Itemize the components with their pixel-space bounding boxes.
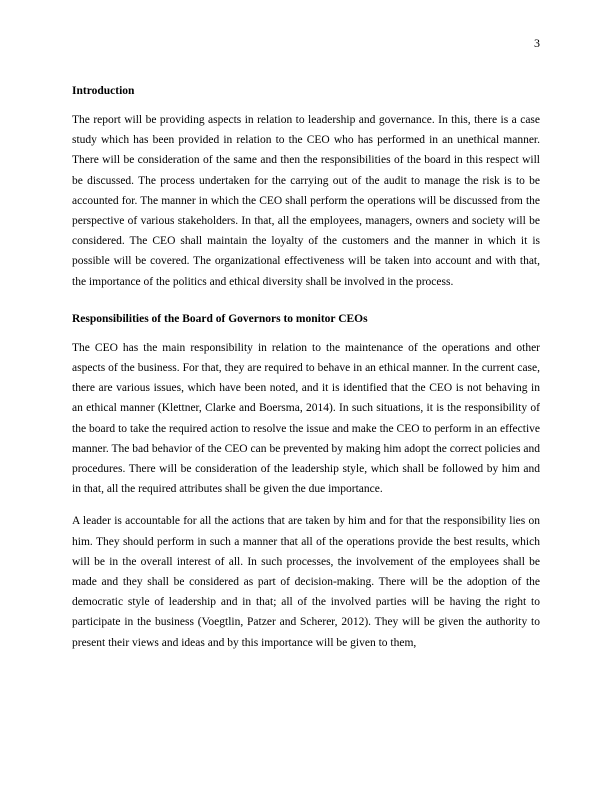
paragraph: The CEO has the main responsibility in relation to the maintenance of the operations and other aspects of the business. For that, they are required to behave in an ethical manner. In the current case, there are various issues, which have been noted, and it is identified that the CEO is not behaving in an ethical manner (Klettner, Clarke and Boersma, 2014). In such situations, it is the responsibility of the board to take the required action to resolve the issue and make the CEO to perform in an effective manner. The bad behavior of the CEO can be prevented by making him adopt the correct policies and procedures. There will be consideration of the leadership style, which shall be followed by him and in that, all the required attributes shall be given the due importance.: [72, 341, 540, 496]
paragraph: The report will be providing aspects in relation to leadership and governance. In this, there is a case study which has been provided in relation to the CEO who has performed in an unethical manner. There will be consideration of the same and then the responsibilities of the board in this respect will be discussed. The process undertaken for the carrying out of the audit to manage the risk is to be accounted for. The manner in which the CEO shall perform the operations will be discussed from the perspective of various stakeholders. In that, all the employees, managers, owners and society will be considered. The CEO shall maintain the loyalty of the customers and the manner in which it is possible will be covered. The organizational effectiveness will be taken into account and with that, the importance of the politics and ethical diversity shall be involved in the process.: [72, 114, 540, 288]
section-board-responsibilities: [72, 312, 540, 653]
paragraph: A leader is accountable for all the actions that are taken by him and for that the responsibility lies on him. They should perform in such a manner that all of the operations provide the best results, which will be in the overall interest of all. In such processes, the involvement of the employees shall be made and they shall be considered as part of decision-making. There will be the adoption of the democratic style of leadership and in that; all of the involved parties will be having the right to participate in the business (Voegtlin, Patzer and Scherer, 2012). They will be given the authority to present their views and ideas and by this importance will be given to them,: [72, 515, 540, 649]
section-heading: Introduction: [72, 85, 135, 97]
section-introduction: [72, 84, 540, 292]
section-heading: Responsibilities of the Board of Governors to monitor CEOs: [72, 312, 368, 325]
page-content: [72, 84, 540, 665]
page-number: 3: [534, 36, 540, 50]
